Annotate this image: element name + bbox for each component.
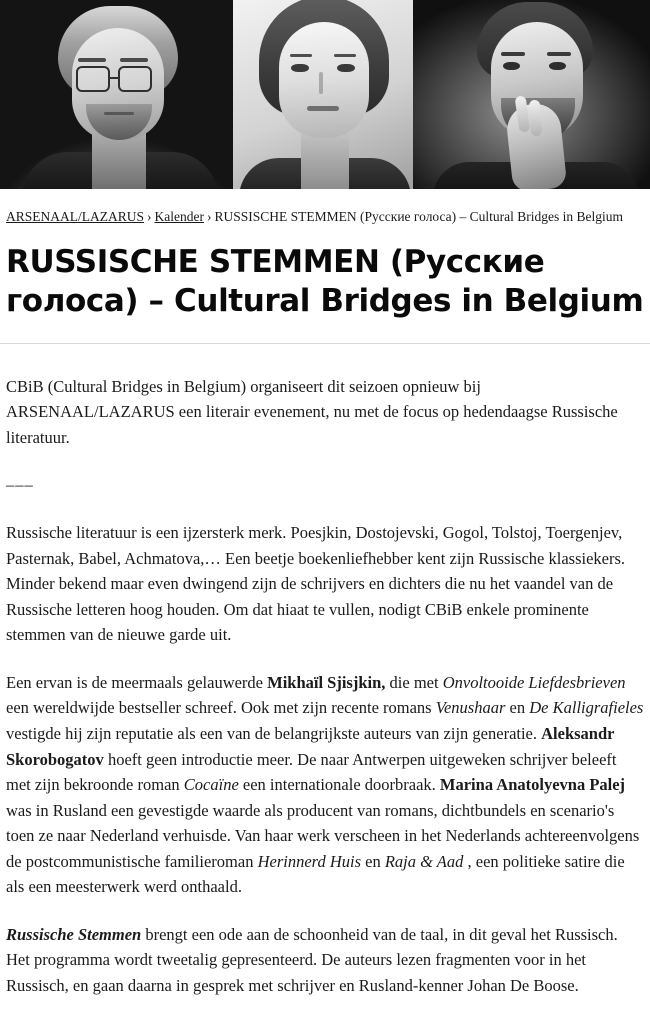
author-name: Aleksandr Skorobogatov [6,723,615,769]
book-title: Venushaar [435,698,506,718]
page-title: RUSSISCHE STEMMEN (Русские голоса) – Cultural Bridges in Belgium [6,244,644,319]
book-title: Raja & Aad [384,851,464,871]
breadcrumb-item-current: RUSSISCHE STEMMEN (Русские голоса) – Cultural Bridges in Belgium [214,209,624,224]
breadcrumb [0,189,650,227]
portrait-mikhail-sjisjkin [0,0,233,189]
text-run: Een ervan is de meermaals gelauwerde [6,672,268,692]
breadcrumb-separator: › [207,209,212,224]
portrait-brow-right [120,58,148,62]
portrait-face [279,22,369,138]
portrait-brow-left [501,52,525,56]
paragraph-auteurs [6,670,644,900]
book-title: Onvoltooide Liefdesbrieven [442,672,626,692]
portrait-marina-palej [233,0,413,189]
programme-title-text: Russische Stemmen [6,924,142,944]
hero-image-strip [0,0,650,189]
glasses-lens-right [118,66,152,92]
text-run: Russische literatuur is een ijzersterk merk. Poesjkin, Dostojevski, Gogol, Tolstoj, Toergenjev, Pasternak, Babel, Achmatova,… Een beetje boekenliefhebber kent zijn Russische klassiekers. Minder bekend maar even dwingend zijn de schrijvers en dichters die nu het vaandel van de Russische letteren hoog houden. Om dat hiaat te vullen, nodigt CBiB enkele prominente stemmen van de nieuwe garde uit. [6,523,626,645]
portrait-aleksandr-skorobogatov [413,0,650,189]
portrait-mouth [104,112,134,115]
portrait-brow-right [334,54,356,57]
text-run: hoeft geen introductie meer. De naar Antwerpen uitgeweken schrijver beleeft met zijn bekroonde roman [6,749,617,795]
paragraph-rule [6,472,644,498]
title-block [0,227,650,344]
author-name: Mikhaïl Sjisjkin, [267,672,386,692]
text-run: CBiB (Cultural Bridges in Belgium) organiseert dit seizoen opnieuw bij ARSENAAL/LAZARUS een literair evenement, nu met de focus op hedendaagse Russische literatuur. [6,376,618,447]
portrait-eye-right [549,62,566,70]
text-run: was in Rusland een gevestigde waarde als producent van romans, dichtbundels en scenario's toen ze naar Nederland verhuisde. Van haar werk verscheen in het Nederlands achtereenvolgens de postcommunistische familieroman [6,800,640,871]
portrait-eye-right [337,64,355,72]
programme-title [6,925,141,944]
paragraph-intro [6,374,644,451]
text-run: ––– [6,475,34,495]
portrait-brow-right [547,52,571,56]
text-run: een internationale doorbraak. [238,775,440,795]
text-run: vestigde hij zijn reputatie als een van de belangrijkste auteurs van zijn generatie. [6,723,542,743]
glasses-bridge [110,77,120,79]
glasses-lens-left [76,66,110,92]
text-run: die met [385,672,443,692]
author-name: Marina Anatolyevna Palej [439,775,626,795]
portrait-brow-left [78,58,106,62]
breadcrumb-separator: › [147,209,152,224]
paragraph-programma [6,922,644,999]
book-title: De Kalligrafieles [529,698,644,718]
portrait-eye-left [503,62,520,70]
book-title: Cocaïne [183,775,239,795]
article-body [0,344,650,1031]
book-title: Herinnerd Huis [257,851,362,871]
portrait-eye-left [291,64,309,72]
portrait-brow-left [290,54,312,57]
paragraph-merk [6,520,644,648]
breadcrumb-item-kalender[interactable]: Kalender [154,209,204,224]
text-run: brengt een ode aan de schoonheid van de taal, in dit geval het Russisch. Het programma wordt tweetalig gepresenteerd. De auteurs lezen fragmenten voor in het Russisch, en gaan daarna in gesprek met schrijver en Rusland-kenner Johan De Boose. [6,924,618,995]
portrait-nose [319,72,323,94]
breadcrumb-item-home[interactable]: ARSENAAL/LAZARUS [6,209,145,224]
text-run: en [505,698,530,718]
portrait-mouth [307,106,339,111]
text-run: , een politieke satire die als een meesterwerk werd onthaald. [6,851,625,897]
text-run: een wereldwijde bestseller schreef. Ook met zijn recente romans [6,698,436,718]
text-run: en [361,851,385,871]
